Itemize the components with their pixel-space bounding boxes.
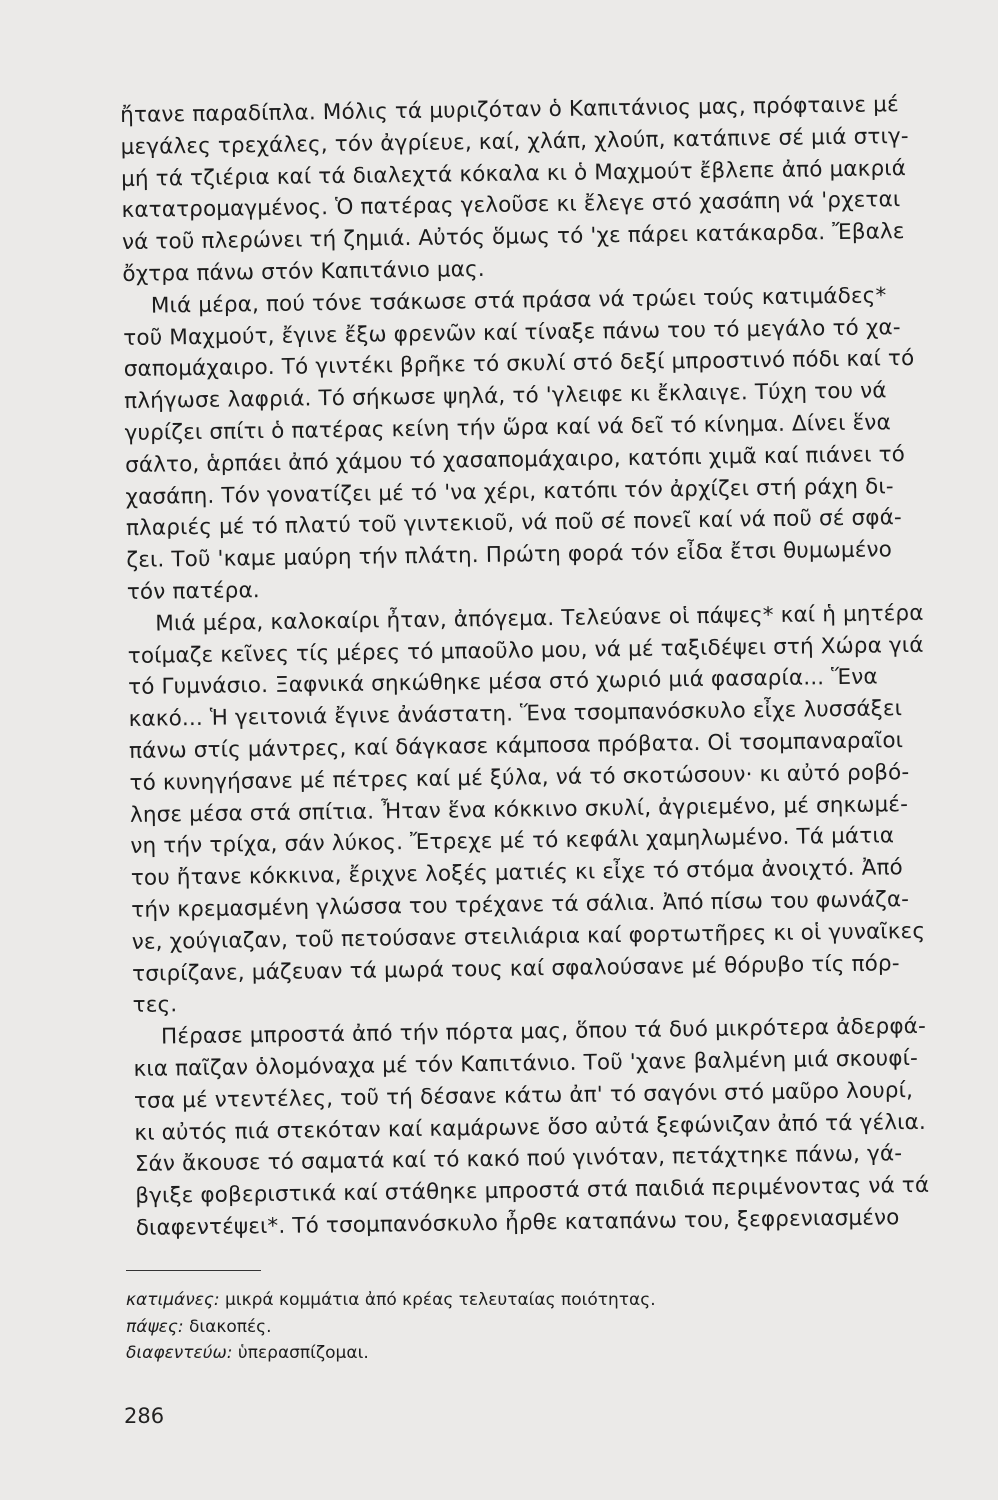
text-line: τήν κρεμασμένη γλώσσα του τρέχανε τά σάλια. Ἀπό πίσω του φωνάζα- bbox=[131, 886, 910, 923]
main-text bbox=[120, 88, 966, 1244]
text-line: ὄχτρα πάνω στόν Καπιτάνιο μας. bbox=[122, 256, 485, 287]
footnote-definition: μικρά κομμάτια ἀπό κρέας τελευταίας ποιότητας. bbox=[225, 1290, 656, 1310]
text-line: τοῦ Μαχμούτ, ἔγινε ἔξω φρενῶν καί τίναξε πάνω του τό μεγάλο τό χα- bbox=[123, 314, 901, 351]
paragraph-start-line: Μιά μέρα, πού τόνε τσάκωσε στά πράσα νά τρώει τούς κατιμάδες* bbox=[150, 283, 887, 319]
text-line: λησε μέσα στά σπίτια. Ἦταν ἕνα κόκκινο σκυλί, ἀγριεμένο, μέ σηκωμέ- bbox=[129, 791, 909, 828]
text-line: κι αὐτός πιά στεκόταν καί καμάρωνε ὅσο αὐτά ξεφώνιζαν ἀπό τά γέλια. bbox=[134, 1109, 927, 1146]
footnote-definition: ὑπερασπίζομαι. bbox=[237, 1343, 369, 1363]
paragraph-start-line: Πέρασε μπροστά ἀπό τήν πόρτα μας, ὅπου τά δυό μικρότερα ἀδερφά- bbox=[160, 1013, 927, 1050]
text-line: τες. bbox=[132, 992, 178, 1019]
text-line: κια παῖζαν ὁλομόναχα μέ τόν Καπιτάνιο. Τοῦ 'χανε βαλμένη μιά σκουφί- bbox=[133, 1045, 919, 1082]
text-line: τσιρίζανε, μάζευαν τά μωρά τους καί σφαλούσανε μέ θόρυβο τίς πόρ- bbox=[132, 950, 900, 987]
text-line: τό κυνηγήσανε μέ πέτρες καί μέ ξύλα, νά τό σκοτώσουν· κι αὐτό ροβό- bbox=[129, 759, 910, 796]
text-line: βγιξε φοβεριστικά καί στάθηκε μπροστά στά παιδιά περιμένοντας νά τά bbox=[135, 1172, 930, 1209]
text-line: νη τήν τρίχα, σάν λύκος. Ἔτρεχε μέ τό κεφάλι χαμηλωμένο. Τά μάτια bbox=[130, 823, 895, 860]
text-line: ζει. Τοῦ 'καμε μαύρη τήν πλάτη. Πρώτη φορά τόν εἶδα ἔτσι θυμωμένο bbox=[126, 537, 893, 574]
text-line: διαφεντέψει*. Τό τσομπανόσκυλο ἦρθε καταπάνω του, ξεφρενιασμένο bbox=[135, 1205, 900, 1241]
footnote-rule bbox=[126, 1270, 261, 1271]
footnotes bbox=[126, 1270, 826, 1367]
text-line: πλήγωσε λαφριά. Τό σήκωσε ψηλά, τό 'γλειφε κι ἔκλαιγε. Τύχη του νά bbox=[124, 378, 887, 415]
page-number: 286 bbox=[124, 1404, 165, 1428]
text-line: πάνω στίς μάντρες, καί δάγκασε κάμποσα πρόβατα. Οἱ τσομπαναραῖοι bbox=[128, 728, 904, 764]
text-line: σάλτο, ἁρπάει ἀπό χάμου τό χασαπομάχαιρο, κατόπι χιμᾶ καί πιάνει τό bbox=[124, 441, 906, 478]
footnote-term: κατιμάνες: bbox=[126, 1290, 220, 1310]
text-line: τοίμαζε κεῖνες τίς μέρες τό μπαοῦλο μου, νά μέ ταξιδέψει στή Χώρα γιά bbox=[127, 632, 924, 669]
text-line: τό Γυμνάσιο. Ξαφνικά σηκώθηκε μέσα στό χωριό μιά φασαρία... Ἕνα bbox=[128, 664, 878, 701]
text-line: γυρίζει σπίτι ὁ πατέρας κείνη τήν ὥρα καί νά δεῖ τό κίνημα. Δίνει ἕνα bbox=[124, 410, 891, 446]
footnote-definition: διακοπές. bbox=[188, 1316, 272, 1337]
text-line: Σάν ἄκουσε τό σαματά καί τό κακό πού γινόταν, πετάχτηκε πάνω, γά- bbox=[134, 1141, 903, 1178]
footnote bbox=[126, 1314, 826, 1341]
footnote bbox=[126, 1287, 826, 1314]
text-line: ἤτανε παραδίπλα. Μόλις τά μυριζόταν ὁ Καπιτάνιος μας, πρόφταινε μέ bbox=[120, 92, 899, 128]
paragraph-start-line: Μιά μέρα, καλοκαίρι ἦταν, ἀπόγεμα. Τελεύανε οἱ πάψες* καί ἡ μητέρα bbox=[155, 600, 924, 637]
text-line: χασάπη. Τόν γονατίζει μέ τό 'να χέρι, κατόπι τόν ἀρχίζει στή ράχη δι- bbox=[125, 473, 894, 510]
text-line: νε, χούγιαζαν, τοῦ πετούσανε στειλιάρια καί φορτωτῆρες κι οἱ γυναῖκες bbox=[131, 918, 926, 955]
text-line: τόν πατέρα. bbox=[126, 578, 260, 605]
text-line: κατατρομαγμένος. Ὁ πατέρας γελοῦσε κι ἔλεγε στό χασάπη νά 'ρχεται bbox=[121, 187, 901, 224]
text-line: μή τά τζιέρια καί τά διαλεχτά κόκαλα κι ὁ Μαχμούτ ἔβλεπε ἀπό μακριά bbox=[120, 155, 907, 192]
footnote-term: πάψες: bbox=[126, 1316, 184, 1337]
text-line: πλαριές μέ τό πλατύ τοῦ γιντεκιοῦ, νά ποῦ σέ πονεῖ καί νά ποῦ σέ σφά- bbox=[125, 505, 903, 542]
footnote-term: διαφεντεύω: bbox=[126, 1343, 233, 1363]
text-line: σαπομάχαιρο. Τό γιντέκι βρῆκε τό σκυλί στό δεξί μπροστινό πόδι καί τό bbox=[123, 346, 915, 383]
text-line: νά τοῦ πλερώνει τή ζημιά. Αὐτός ὅμως τό 'χε πάρει κατάκαρδα. Ἔβαλε bbox=[121, 219, 905, 256]
text-line: του ἤτανε κόκκινα, ἔριχνε λοξές ματιές κι εἶχε τό στόμα ἀνοιχτό. Ἀπό bbox=[130, 855, 904, 892]
text-line: μεγάλες τρεχάλες, τόν ἀγρίευε, καί, χλάπ, χλούπ, κατάπινε σέ μιά στιγ- bbox=[120, 123, 909, 160]
text-line: τσα μέ ντεντέλες, τοῦ τή δέσανε κάτω ἀπ' τό σαγόνι στό μαῦρο λουρί, bbox=[133, 1077, 914, 1114]
footnote bbox=[126, 1340, 826, 1367]
text-line: κακό... Ἡ γειτονιά ἔγινε ἀνάστατη. Ἕνα τσομπανόσκυλο εἶχε λυσσάξει bbox=[128, 696, 903, 733]
